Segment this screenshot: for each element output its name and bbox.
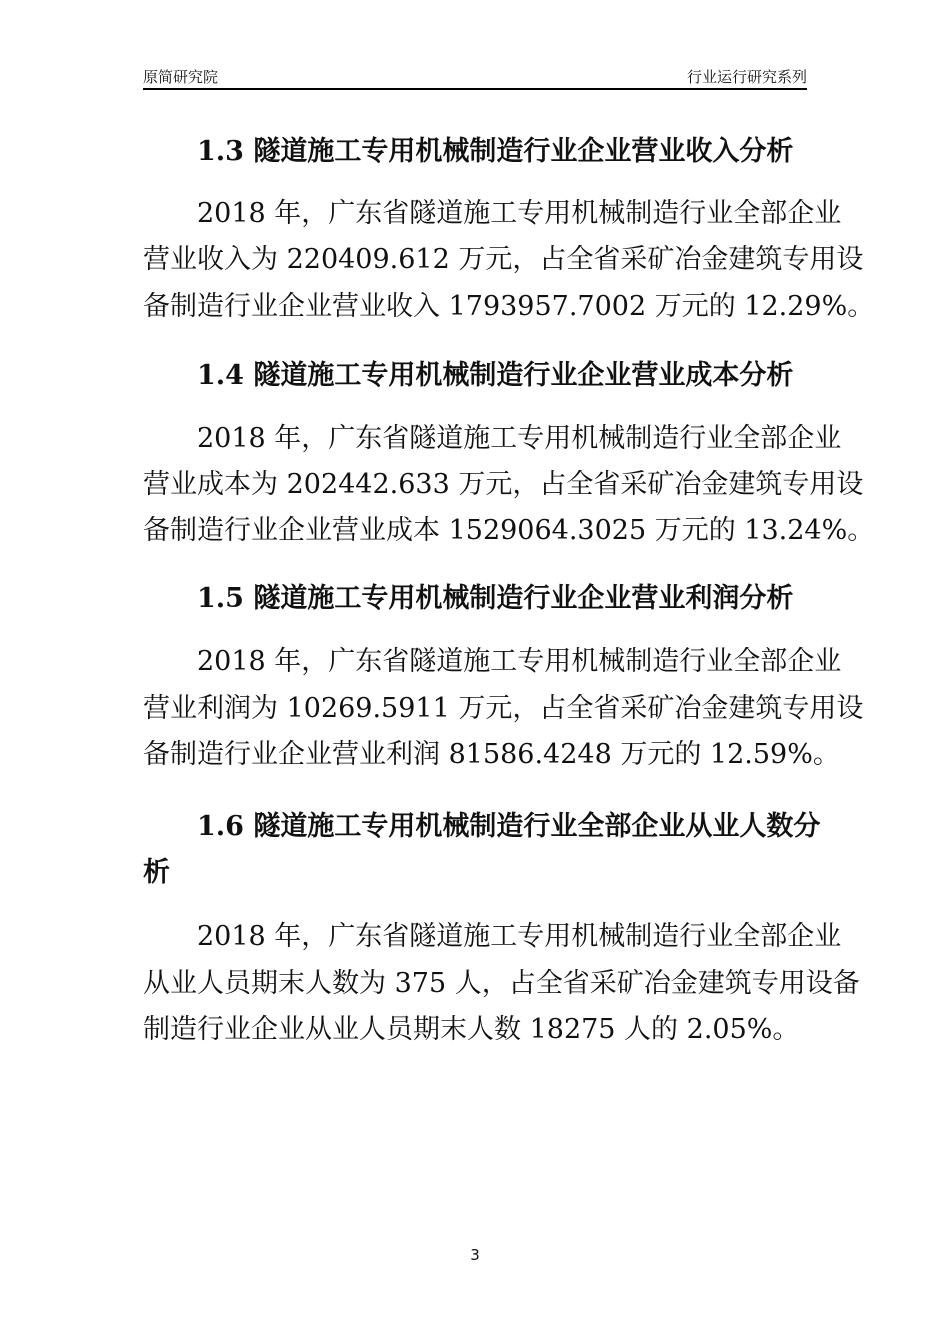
header-org: 原简研究院 [143, 68, 219, 86]
paragraph-line: 营业成本为 202442.633 万元，占全省采矿冶金建筑专用设 [143, 469, 864, 500]
paragraph-line: 备制造行业企业营业收入 1793957.7002 万元的 12.29%。 [143, 291, 875, 322]
paragraph-line: 2018 年，广东省隧道施工专用机械制造行业全部企业 [197, 921, 842, 952]
section-heading: 1.3 隧道施工专用机械制造行业企业营业收入分析 [197, 136, 794, 167]
paragraph-line: 备制造行业企业营业成本 1529064.3025 万元的 13.24%。 [143, 515, 875, 546]
section-heading-continued: 析 [143, 857, 170, 888]
paragraph-line: 2018 年，广东省隧道施工专用机械制造行业全部企业 [197, 423, 842, 454]
section-heading: 1.4 隧道施工专用机械制造行业企业营业成本分析 [197, 360, 794, 391]
page-header [143, 66, 807, 90]
paragraph-line: 营业利润为 10269.5911 万元，占全省采矿冶金建筑专用设 [143, 693, 864, 724]
header-series: 行业运行研究系列 [686, 68, 807, 86]
paragraph-line: 2018 年，广东省隧道施工专用机械制造行业全部企业 [197, 198, 842, 229]
section-heading: 1.5 隧道施工专用机械制造行业企业营业利润分析 [197, 583, 794, 614]
paragraph-line: 制造行业企业从业人员期末人数 18275 人的 2.05%。 [143, 1014, 800, 1045]
paragraph-line: 从业人员期末人数为 375 人，占全省采矿冶金建筑专用设备 [143, 968, 860, 999]
paragraph-line: 备制造行业企业营业利润 81586.4248 万元的 12.59%。 [143, 739, 840, 770]
paragraph-line: 营业收入为 220409.612 万元，占全省采矿冶金建筑专用设 [143, 244, 864, 275]
paragraph-line: 2018 年，广东省隧道施工专用机械制造行业全部企业 [197, 646, 842, 677]
page-number: 3 [470, 1246, 480, 1264]
section-heading: 1.6 隧道施工专用机械制造行业全部企业从业人数分 [197, 811, 821, 842]
